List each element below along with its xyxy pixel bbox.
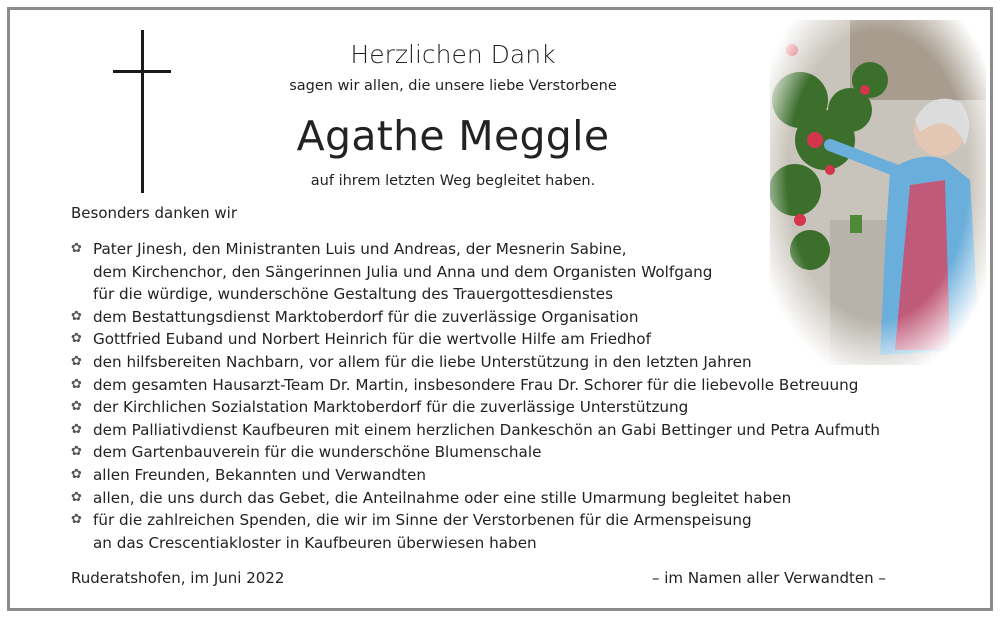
subheading-2: auf ihrem letzten Weg begleitet haben. <box>310 173 596 189</box>
thanks-item-line: dem Bestattungsdienst Marktoberdorf für die zuverlässige Organisation <box>93 307 639 326</box>
thanks-item-line: dem Gartenbauverein für die wunderschöne Blumenschale <box>93 443 542 462</box>
flower-bullet-icon: ✿ <box>71 444 82 460</box>
thanks-item-line: allen Freunden, Bekannten und Verwandten <box>93 465 426 484</box>
flower-bullet-icon: ✿ <box>71 308 82 324</box>
thanks-item <box>71 509 880 554</box>
thanks-item <box>71 306 880 329</box>
thanks-item-line: Pater Jinesh, den Ministranten Luis und Andreas, der Mesnerin Sabine, <box>93 240 627 258</box>
flower-bullet-icon: ✿ <box>71 399 82 415</box>
thanks-list <box>71 238 880 554</box>
thanks-item-line: allen, die uns durch das Gebet, die Anteilnahme oder eine stille Umarmung begleitet haben <box>93 488 792 507</box>
cross-icon <box>141 30 144 193</box>
heading: Herzlichen Dank <box>350 40 556 69</box>
thanks-item <box>71 419 880 442</box>
thanks-item-line: Gottfried Euband und Norbert Heinrich für die wertvolle Hilfe am Friedhof <box>93 330 651 349</box>
thanks-item-line: der Kirchlichen Sozialstation Marktoberdorf für die zuverlässige Unterstützung <box>93 398 689 417</box>
thanks-item <box>71 464 880 487</box>
deceased-name: Agathe Meggle <box>296 112 610 160</box>
thanks-item-line: dem Palliativdienst Kaufbeuren mit einem herzlichen Dankeschön an Gabi Bettinger und Petra Aufmuth <box>93 420 881 439</box>
thanks-item <box>71 487 880 510</box>
place-and-date: Ruderatshofen, im Juni 2022 <box>71 569 285 587</box>
thanks-item-line: dem Kirchenchor, den Sängerinnen Julia und Anna und dem Organisten Wolfgang <box>93 262 713 281</box>
thanks-item-line: dem gesamten Hausarzt-Team Dr. Martin, insbesondere Frau Dr. Schorer für die liebevolle Betreuung <box>93 375 859 394</box>
thanks-item <box>71 351 880 374</box>
flower-bullet-icon: ✿ <box>71 489 82 505</box>
thanks-item-line: den hilfsbereiten Nachbarn, vor allem für die liebe Unterstützung in den letzten Jahren <box>93 352 752 371</box>
thanks-item <box>71 374 880 397</box>
signature-line: – im Namen aller Verwandten – <box>652 569 886 587</box>
flower-bullet-icon: ✿ <box>71 421 82 437</box>
thanks-item-line: an das Crescentiakloster in Kaufbeuren überwiesen haben <box>93 533 537 552</box>
flower-bullet-icon: ✿ <box>71 376 82 392</box>
flower-bullet-icon: ✿ <box>71 241 82 256</box>
intro-text: Besonders danken wir <box>71 204 237 222</box>
thanks-item <box>71 238 880 306</box>
thanks-item-line: für die zahlreichen Spenden, die wir im Sinne der Verstorbenen für die Armenspeisung <box>93 511 752 530</box>
thanks-item <box>71 441 880 464</box>
thanks-item <box>71 396 880 419</box>
flower-bullet-icon: ✿ <box>71 331 82 347</box>
thanks-item <box>71 328 880 351</box>
thanks-item-line: für die würdige, wunderschöne Gestaltung des Trauergottesdienstes <box>93 285 613 304</box>
subheading: sagen wir allen, die unsere liebe Verstorbene <box>289 78 617 94</box>
flower-bullet-icon: ✿ <box>71 353 82 369</box>
cross-icon-bar <box>113 70 171 73</box>
flower-bullet-icon: ✿ <box>71 466 82 482</box>
flower-bullet-icon: ✿ <box>71 512 82 528</box>
